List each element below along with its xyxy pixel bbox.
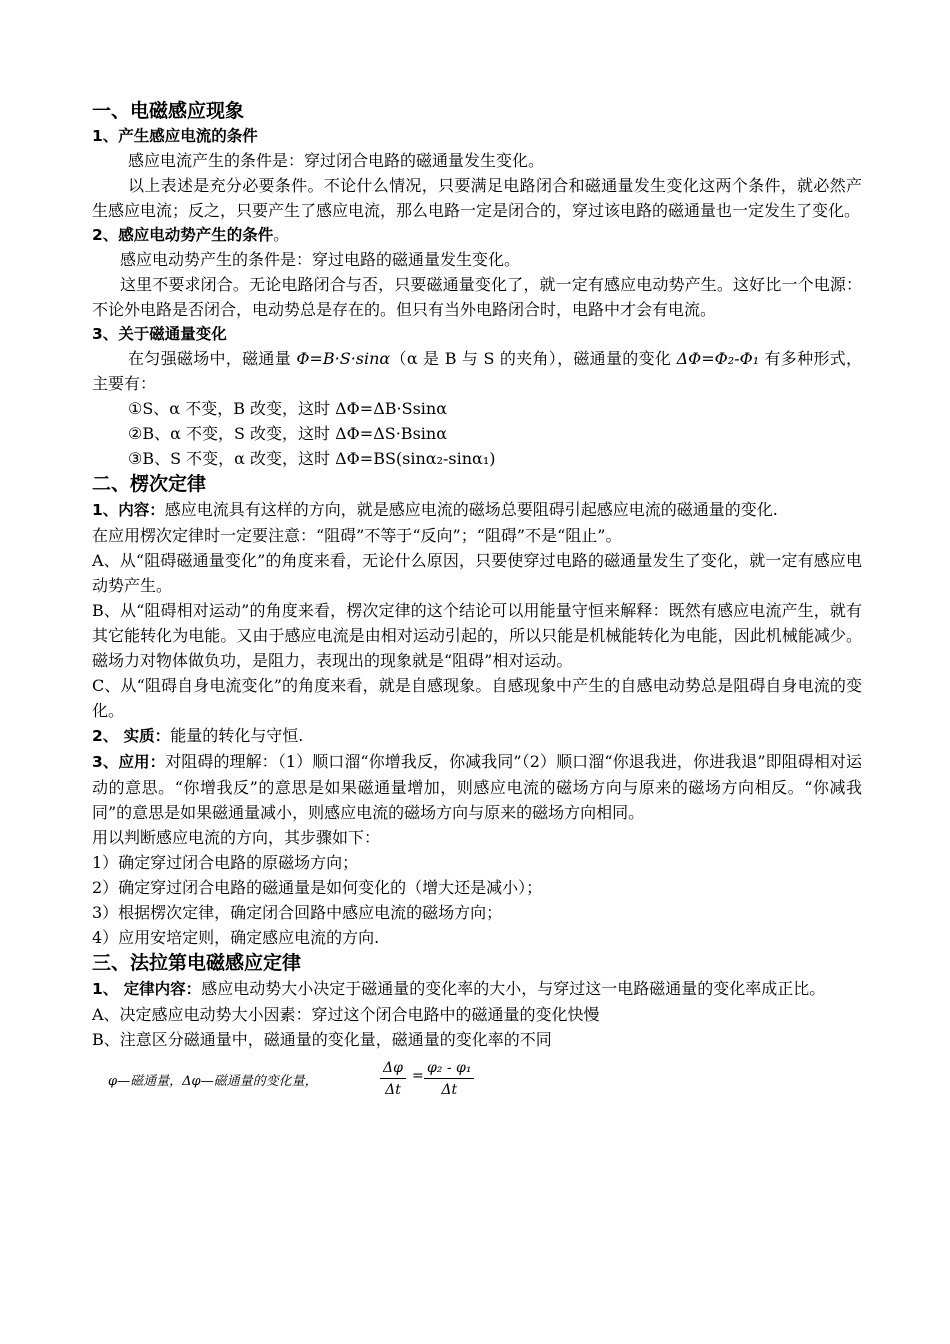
rate-formula (92, 1058, 862, 1102)
section-title: 一、电磁感应现象 (92, 100, 245, 122)
paragraph: A、决定感应电动势大小因素：穿过这个闭合电路中的磁通量的变化快慢 (92, 1005, 600, 1024)
paragraph: 感应电动势产生的条件是：穿过电路的磁通量发生变化。 (120, 250, 521, 269)
label: 3、应用： (92, 753, 166, 771)
paragraph: B、从“阻碍相对运动”的角度来看，楞次定律的这个结论可以用能量守恒来解释：既然有感应电流产生，就有其它能转化为电能。又由于感应电流是由相对运动引起的，所以只能是机械能转化为电能，因此机械能减少。磁场力对物体做负功，是阻力，表现出的现象就是“阻碍”相对运动。 (92, 601, 862, 670)
subsection-heading (92, 223, 862, 247)
section-title: 三、法拉第电磁感应定律 (92, 952, 302, 974)
fraction-delta-phi (380, 1058, 406, 1101)
paragraph (92, 749, 862, 825)
heading-text: 2、感应电动势产生的条件 (92, 226, 274, 244)
label: 1、 定律内容： (92, 980, 202, 998)
text: 对阻碍的理解：（1）顺口溜“你增我反，你减我同”（2）顺口溜“你退我进，你进我退”即阻碍相对运动的意思。“你增我反”的意思是如果磁通量增加，则感应电流的磁场方向与原来的磁场方向相反。“你减我同”的意思是如果磁通量减小，则感应电流的磁场方向与原来的磁场方向相同。 (92, 752, 862, 822)
text: 有多种形式，主要有： (92, 349, 862, 393)
formula-lead: φ—磁通量，Δφ—磁通量的变化量， (108, 1074, 318, 1089)
subsection-heading: 1、产生感应电流的条件 (92, 127, 258, 145)
list-item: ③B、S 不变，α 改变，这时 ΔΦ=BS(sinα₂-sinα₁) (128, 449, 496, 468)
list-item: 2）确定穿过闭合电路的磁通量是如何变化的（增大还是减小）； (92, 878, 543, 897)
text: 能量的转化与守恒. (170, 726, 304, 745)
fraction-numerator: φ₂ - φ₁ (424, 1058, 474, 1079)
paragraph: 感应电流产生的条件是：穿过闭合电路的磁通量发生变化。 (128, 151, 545, 170)
paragraph (92, 497, 862, 523)
text: 感应电动势大小决定于磁通量的变化率的大小，与穿过这一电路磁通量的变化率成正比。 (201, 979, 826, 998)
fraction-phi-difference (424, 1058, 474, 1101)
fraction-denominator: Δt (385, 1082, 401, 1098)
paragraph: 用以判断感应电流的方向，其步骤如下： (92, 828, 381, 847)
section-title: 二、楞次定律 (92, 473, 207, 495)
flux-formula: Φ=B·S·sinα (296, 349, 391, 368)
paragraph: B、注意区分磁通量中，磁通量的变化量，磁通量的变化率的不同 (92, 1030, 552, 1049)
list-item: 1）确定穿过闭合电路的原磁场方向； (92, 853, 359, 872)
list-item: ②B、α 不变，S 改变，这时 ΔΦ=ΔS·Bsinα (128, 424, 448, 443)
paragraph (92, 723, 862, 749)
paragraph: A、从“阻碍磁通量变化”的角度来看，无论什么原因，只要使穿过电路的磁通量发生了变化，就一定有感应电动势产生。 (92, 551, 862, 595)
text: （α 是 B 与 S 的夹角），磁通量的变化 (390, 349, 677, 368)
paragraph (92, 976, 862, 1002)
document-page (92, 98, 862, 1102)
fraction-numerator: Δφ (380, 1058, 406, 1079)
paragraph: 以上表述是充分必要条件。不论什么情况，只要满足电路闭合和磁通量发生变化这两个条件，就必然产生感应电流；反之，只要产生了感应电流，那么电路一定是闭合的，穿过该电路的磁通量也一定发生了变化。 (92, 176, 862, 220)
label: 2、 实质： (92, 727, 171, 745)
list-item: ①S、α 不变，B 改变，这时 ΔΦ=ΔB·Ssinα (128, 399, 448, 418)
fraction-denominator: Δt (441, 1082, 458, 1098)
paragraph: 在应用楞次定律时一定要注意：“阻碍”不等于“反向”；“阻碍”不是“阻止”。 (92, 526, 622, 545)
paragraph (92, 346, 862, 396)
paragraph: 这里不要求闭合。无论电路闭合与否，只要磁通量变化了，就一定有感应电动势产生。这好比一个电源：不论外电路是否闭合，电动势总是存在的。但只有当外电路闭合时，电路中才会有电流。 (92, 275, 862, 319)
text: 在匀强磁场中，磁通量 (128, 349, 297, 368)
text: 感应电流具有这样的方向，就是感应电流的磁场总要阻碍引起感应电流的磁通量的变化. (164, 500, 778, 519)
subsection-heading: 3、关于磁通量变化 (92, 325, 227, 343)
label: 1、内容： (92, 501, 165, 519)
delta-formula: ΔΦ=Φ₂-Φ₁ (676, 349, 760, 368)
paragraph: C、从“阻碍自身电流变化”的角度来看，就是自感现象。自感现象中产生的自感电动势总是阻碍自身电流的变化。 (92, 676, 862, 720)
equals-sign: = (412, 1068, 424, 1084)
heading-tail: 。 (273, 226, 289, 244)
list-item: 4）应用安培定则，确定感应电流的方向. (92, 928, 380, 947)
list-item: 3）根据楞次定律，确定闭合回路中感应电流的磁场方向； (92, 903, 503, 922)
